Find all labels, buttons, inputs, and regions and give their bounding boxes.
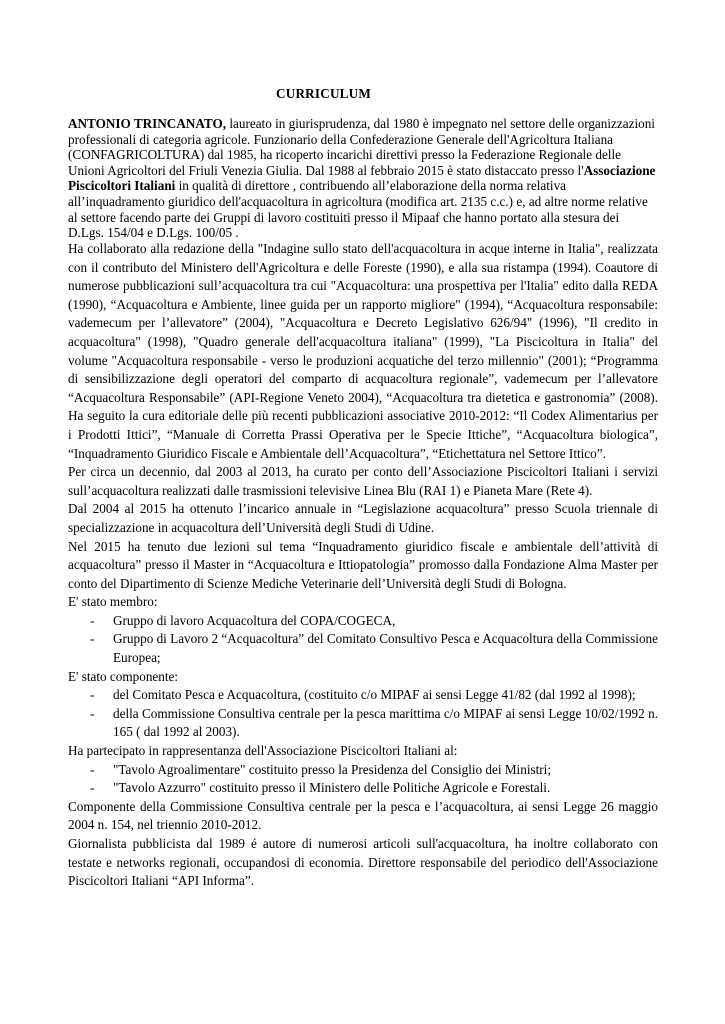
association-name: Associazione Piscicoltori Italiani [68, 162, 656, 194]
membro-heading: E' stato membro: [68, 594, 158, 610]
list-item-text: Gruppo di Lavoro 2 “Acquacoltura” del Comitato Consultivo Pesca e Acquacoltura della Commissione Europea; [113, 631, 658, 666]
componente-heading: E' stato componente: [68, 668, 179, 684]
list-item [90, 686, 658, 705]
list-item-text: del Comitato Pesca e Acquacoltura, (costituito c/o MIPAF ai sensi Legge 41/82 (dal 1992 al 1998); [113, 687, 636, 703]
list-item [90, 761, 658, 780]
paragraph-commissione: Componente della Commissione Consultiva centrale per la pesca e l’acquacoltura, ai sensi Legge 26 maggio 2004 n. 154, nel triennio 2010-2012. [68, 798, 658, 833]
dash-bullet-icon: - [90, 687, 95, 703]
paragraph-servizi: Per circa un decennio, dal 2003 al 2013, ha curato per conto dell’Associazione Piscicoltori Italiani i servizi sull’acquacoltura realizzati dalle trasmissioni televisive Linea Blu (RAI 1) e Pianeta Mare (Rete 4). [68, 464, 658, 498]
list-item-text: della Commissione Consultiva centrale per la pesca marittima c/o MIPAF ai sensi Legge 10/02/1992 n. 165 ( dal 1992 al 2003). [113, 705, 658, 740]
person-name: ANTONIO TRINCANATO, [68, 116, 227, 131]
intro-text-2: in qualità di direttore , contribuendo all’elaborazione della norma relativa all’inquadramento giuridico dell'acquacoltura in agricoltura (modifica art. 2135 c.c.) e, ad altre norme relative al settore facendo parte dei Gruppi di lavoro costituiti presso il Mipaaf che hanno portato alla stesura dei D.Lgs. 154/04 e D.Lgs. 100/05 . [68, 178, 648, 241]
paragraph-incarico: Dal 2004 al 2015 ha ottenuto l’incarico annuale in “Legislazione acquacoltura” presso Scuola triennale di specializzazione in acquacoltura dell’Università degli Studi di Udine. [68, 501, 658, 535]
list-item [90, 705, 658, 742]
partecipato-list [68, 761, 658, 798]
list-item-text: "Tavolo Agroalimentare" costituito presso la Presidenza del Consiglio dei Ministri; [113, 761, 551, 777]
list-item [90, 630, 658, 667]
list-item [90, 612, 658, 631]
document-body [68, 240, 658, 891]
list-item-text: "Tavolo Azzurro" costituito presso il Ministero delle Politiche Agricole e Forestali. [113, 780, 551, 796]
document-title: CURRICULUM [276, 86, 372, 101]
paragraph-collaborazione: Ha collaborato alla redazione della "Indagine sullo stato dell'acquacoltura in acque interne in Italia", realizzata con il contributo del Ministero dell'Agricoltura e delle Foreste (1990), e alla sua ristampa (1994). Coautore di numerose pubblicazioni sull’acquacoltura tra cui "Acquacoltura: una prospettiva per l'Italia" edito dalla REDA (1990), “Acquacoltura e Ambiente, linee guida per un rapporto migliore" (1994), “Acquacoltura responsabile: vademecum per l’allevatore” (2004), "Acquacoltura e Decreto Legislativo 626/94" (1996), "Il credito in acquacoltura" (1998), "Quadro generale dell'acquacoltura italiana" (1999), "La Piscicoltura in Italia" del volume "Acquacoltura responsabile - verso le produzioni acquatiche del terzo millennio" (2001); “Programma di sensibilizzazione degli operatori del comparto di acquacoltura regionale”, vademecum per l’allevatore “Acquacoltura Responsabile” (API-Regione Veneto 2004), “Acquacoltura tra dietetica e gastronomia” (2008). Ha seguito la cura editoriale delle più recenti pubblicazioni associative 2010-2012: “Il Codex Alimentarius per i Prodotti Ittici”, “Manuale di Corretta Prassi Operativa per le Specie Ittiche”, “Acquacoltura biologica”, “Inquadramento Giuridico Fiscale e Ambientale dell’Acquacoltura”, “Etichettatura nel Settore Ittico”. [68, 241, 658, 461]
intro-text-1: laureato in giurisprudenza, dal 1980 è impegnato nel settore delle organizzazioni professionali di categoria agricole. Funzionario della Confederazione Generale dell'Agricoltura Italiana (CONFAGRICOLTURA) dal 1985, ha ricoperto incarichi direttivi presso la Federazione Regionale delle Unioni Agricoltori del Friuli Venezia Giulia. Dal 1988 al febbraio 2015 è stato distaccato presso l' [68, 116, 655, 178]
dash-bullet-icon: - [90, 705, 95, 721]
list-item [90, 779, 658, 798]
componente-list [68, 686, 658, 742]
dash-bullet-icon: - [90, 761, 95, 777]
paragraph-giornalista: Giornalista pubblicista dal 1989 é autore di numerosi articoli sull'acquacoltura, ha inoltre collaborato con testate e networks regionali, occupandosi di economia. Direttore responsabile del periodico dell'Associazione Piscicoltori Italiani “API Informa”. [68, 836, 658, 889]
paragraph-lezioni: Nel 2015 ha tenuto due lezioni sul tema “Inquadramento giuridico fiscale e ambientale dell’attività di acquacoltura” presso il Master in “Acquacoltura e Ittiopatologia” promosso dalla Fondazione Alma Master per conto del Dipartimento di Scienze Mediche Veterinarie dell’Università degli Studi di Bologna. [68, 538, 658, 591]
membro-list [68, 612, 658, 668]
dash-bullet-icon: - [90, 631, 95, 647]
dash-bullet-icon: - [90, 612, 95, 628]
intro-paragraph [68, 116, 658, 241]
dash-bullet-icon: - [90, 780, 95, 796]
partecipato-heading: Ha partecipato in rappresentanza dell'Associazione Piscicoltori Italiani al: [68, 743, 458, 759]
list-item-text: Gruppo di lavoro Acquacoltura del COPA/COGECA, [113, 612, 396, 628]
